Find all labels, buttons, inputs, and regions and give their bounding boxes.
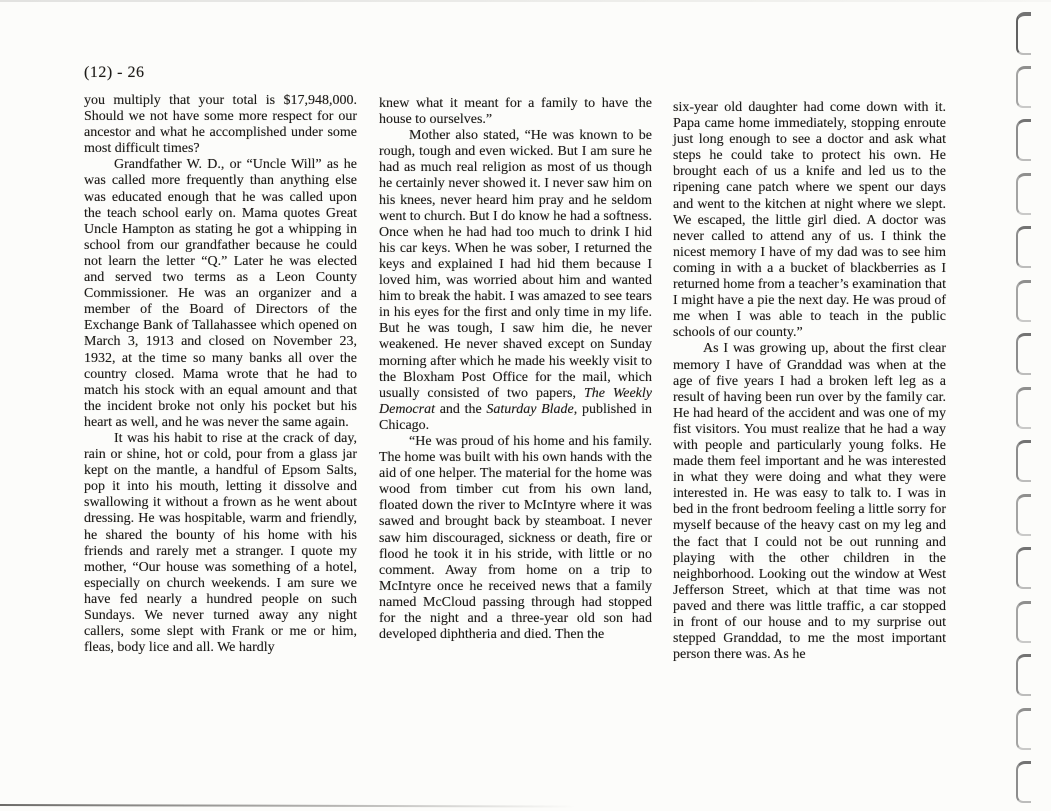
- scan-top-edge: [0, 0, 1051, 2]
- text-run: Grandfather W. D., or “Uncle Will” as he was called more frequently than anything else was educated enough that he was called upon the teach school early on. Mama quotes Great Uncle Hampton as stating he got a whipping in school from our grandfather because he could not learn the letter “Q.” Later he was elected and served two terms as a Leon County Commissioner. He was an organizer and a member of the Board of Directors of the Exchange Bank of Tallahassee which opened on March 3, 1913 and closed on November 23, 1932, at the time so many banks all over the country closed. Mama wrote that he had to match his stock with an equal amount and that the incident broke not only his pocket but his heart as well, and he was never the same again.: [84, 157, 357, 430]
- binding-mark: [1016, 547, 1031, 589]
- paragraph: [379, 434, 652, 643]
- italic-text-run: The Weekly Democrat: [379, 385, 652, 417]
- binding-mark: [1016, 333, 1031, 375]
- binding-mark: [1016, 654, 1031, 696]
- binding-mark: [1016, 173, 1031, 215]
- text-column-2: [379, 96, 652, 643]
- binding-mark: [1016, 708, 1031, 750]
- text-run: As I was growing up, about the first clear memory I have of Granddad was when at the age of five years I had a broken left leg as a result of having been run over by the family car. He had heard of the accident and was one of my fist visitors. You must realize that he had a way with people and particularly young folks. He made them feel important and he was interested in what they were doing and what they were interested in. He was easy to talk to. I was in bed in the front bedroom feeling a little sorry for myself because of the heavy cast on my leg and the fact that I could not be out running and playing with the other children in the neighborhood. Looking out the window at West Jefferson Street, which at that time was not paved and there was little traffic, a car stopped in front of our house and to my surprise out stepped Granddad, to me the most important person there was. As he: [673, 341, 946, 663]
- binding-mark: [1016, 761, 1031, 803]
- binding-mark: [1016, 226, 1031, 268]
- paragraph: [84, 431, 357, 656]
- text-run: Mother also stated, “He was known to be rough, tough and even wicked. But I am sure he had as much real religion as most of us though he certainly never showed it. I never saw him on his knees, never heard him pray and he seldom went to church. But I do know he had a softness. Once when he had had too much to drink I hid his car keys. When he was sober, I returned the keys and explained I had hid them because I loved him, was worried about him and wanted him to break the habit. I was amazed to see tears in his eyes for the first and only time in my life. But he was tough, I saw him die, he never weakened. He never shaved except on Sunday morning after which he made his weekly visit to the Bloxham Post Office for the mail, which usually consisted of two papers,: [379, 128, 652, 401]
- binding-mark: [1016, 66, 1031, 108]
- text-run: , published in Chicago.: [379, 401, 652, 433]
- text-run: and the: [435, 401, 487, 417]
- text-run: you multiply that your total is $17,948,000. Should we not have some more respect for our ancestor and what he accomplished under some most difficult times?: [84, 93, 357, 157]
- page-number: (12) - 26: [84, 64, 145, 81]
- paragraph: [84, 93, 357, 157]
- binding-mark: [1016, 440, 1031, 482]
- text-run: It was his habit to rise at the crack of day, rain or shine, hot or cold, pour from a glass jar kept on the mantle, a handful of Epsom Salts, pop it into his mouth, letting it dissolve and swallowing it without a frown as he went about dressing. He was hospitable, warm and friendly, he shared the bounty of his home with his friends and rarely met a stranger. I quote my mother, “Our house was something of a hotel, especially on church weekends. I am sure we have fed nearly a hundred people on such Sundays. We never turned away any night callers, some slept with Frank or me or him, fleas, body lice and all. We hardly: [84, 430, 357, 656]
- binding-mark: [1016, 280, 1031, 322]
- paragraph: [379, 128, 652, 434]
- paragraph: [84, 157, 357, 431]
- binding-mark: [1016, 12, 1031, 55]
- text-run: six-year old daughter had come down with it. Papa came home immediately, stopping enroute just long enough to see a doctor and ask what steps he could take to protect his own. He brought each of us a knife and led us to the ripening cane patch where we spent our days and went to the kitchen at night where we slept. We escaped, the little girl died. A doctor was never called to attend any of us. I think the nicest memory I have of my dad was to see him coming in with a a bucket of blackberries as I returned home from a teacher’s examination that I might have a pie the next day. He was proud of me when I was able to teach in the public schools of our county.”: [673, 100, 946, 341]
- binding-mark: [1016, 601, 1031, 643]
- binding-mark: [1016, 494, 1031, 536]
- text-column-3: [673, 100, 946, 663]
- paragraph: [379, 96, 652, 128]
- paragraph: [673, 100, 946, 341]
- binding-mark: [1016, 119, 1031, 161]
- text-run: knew what it meant for a family to have the house to ourselves.”: [379, 96, 652, 128]
- italic-text-run: Saturday Blade: [486, 401, 574, 417]
- paragraph: [673, 341, 946, 663]
- scan-artifact-line: [0, 804, 600, 808]
- text-run: “He was proud of his home and his family. The home was built with his own hands with the aid of one helper. The material for the home was wood from timber cut from his own land, floated down the river to McIntyre where it was sawed and brought back by steamboat. I never saw him discouraged, sickness or death, fire or flood he took it in his stride, with little or no comment. Away from home on a trip to McIntyre once he received news that a family named McCloud passing through had stopped for the night and a three-year old son had developed diphtheria and died. Then the: [379, 433, 652, 643]
- binding-mark: [1016, 387, 1031, 429]
- text-column-1: [84, 93, 357, 656]
